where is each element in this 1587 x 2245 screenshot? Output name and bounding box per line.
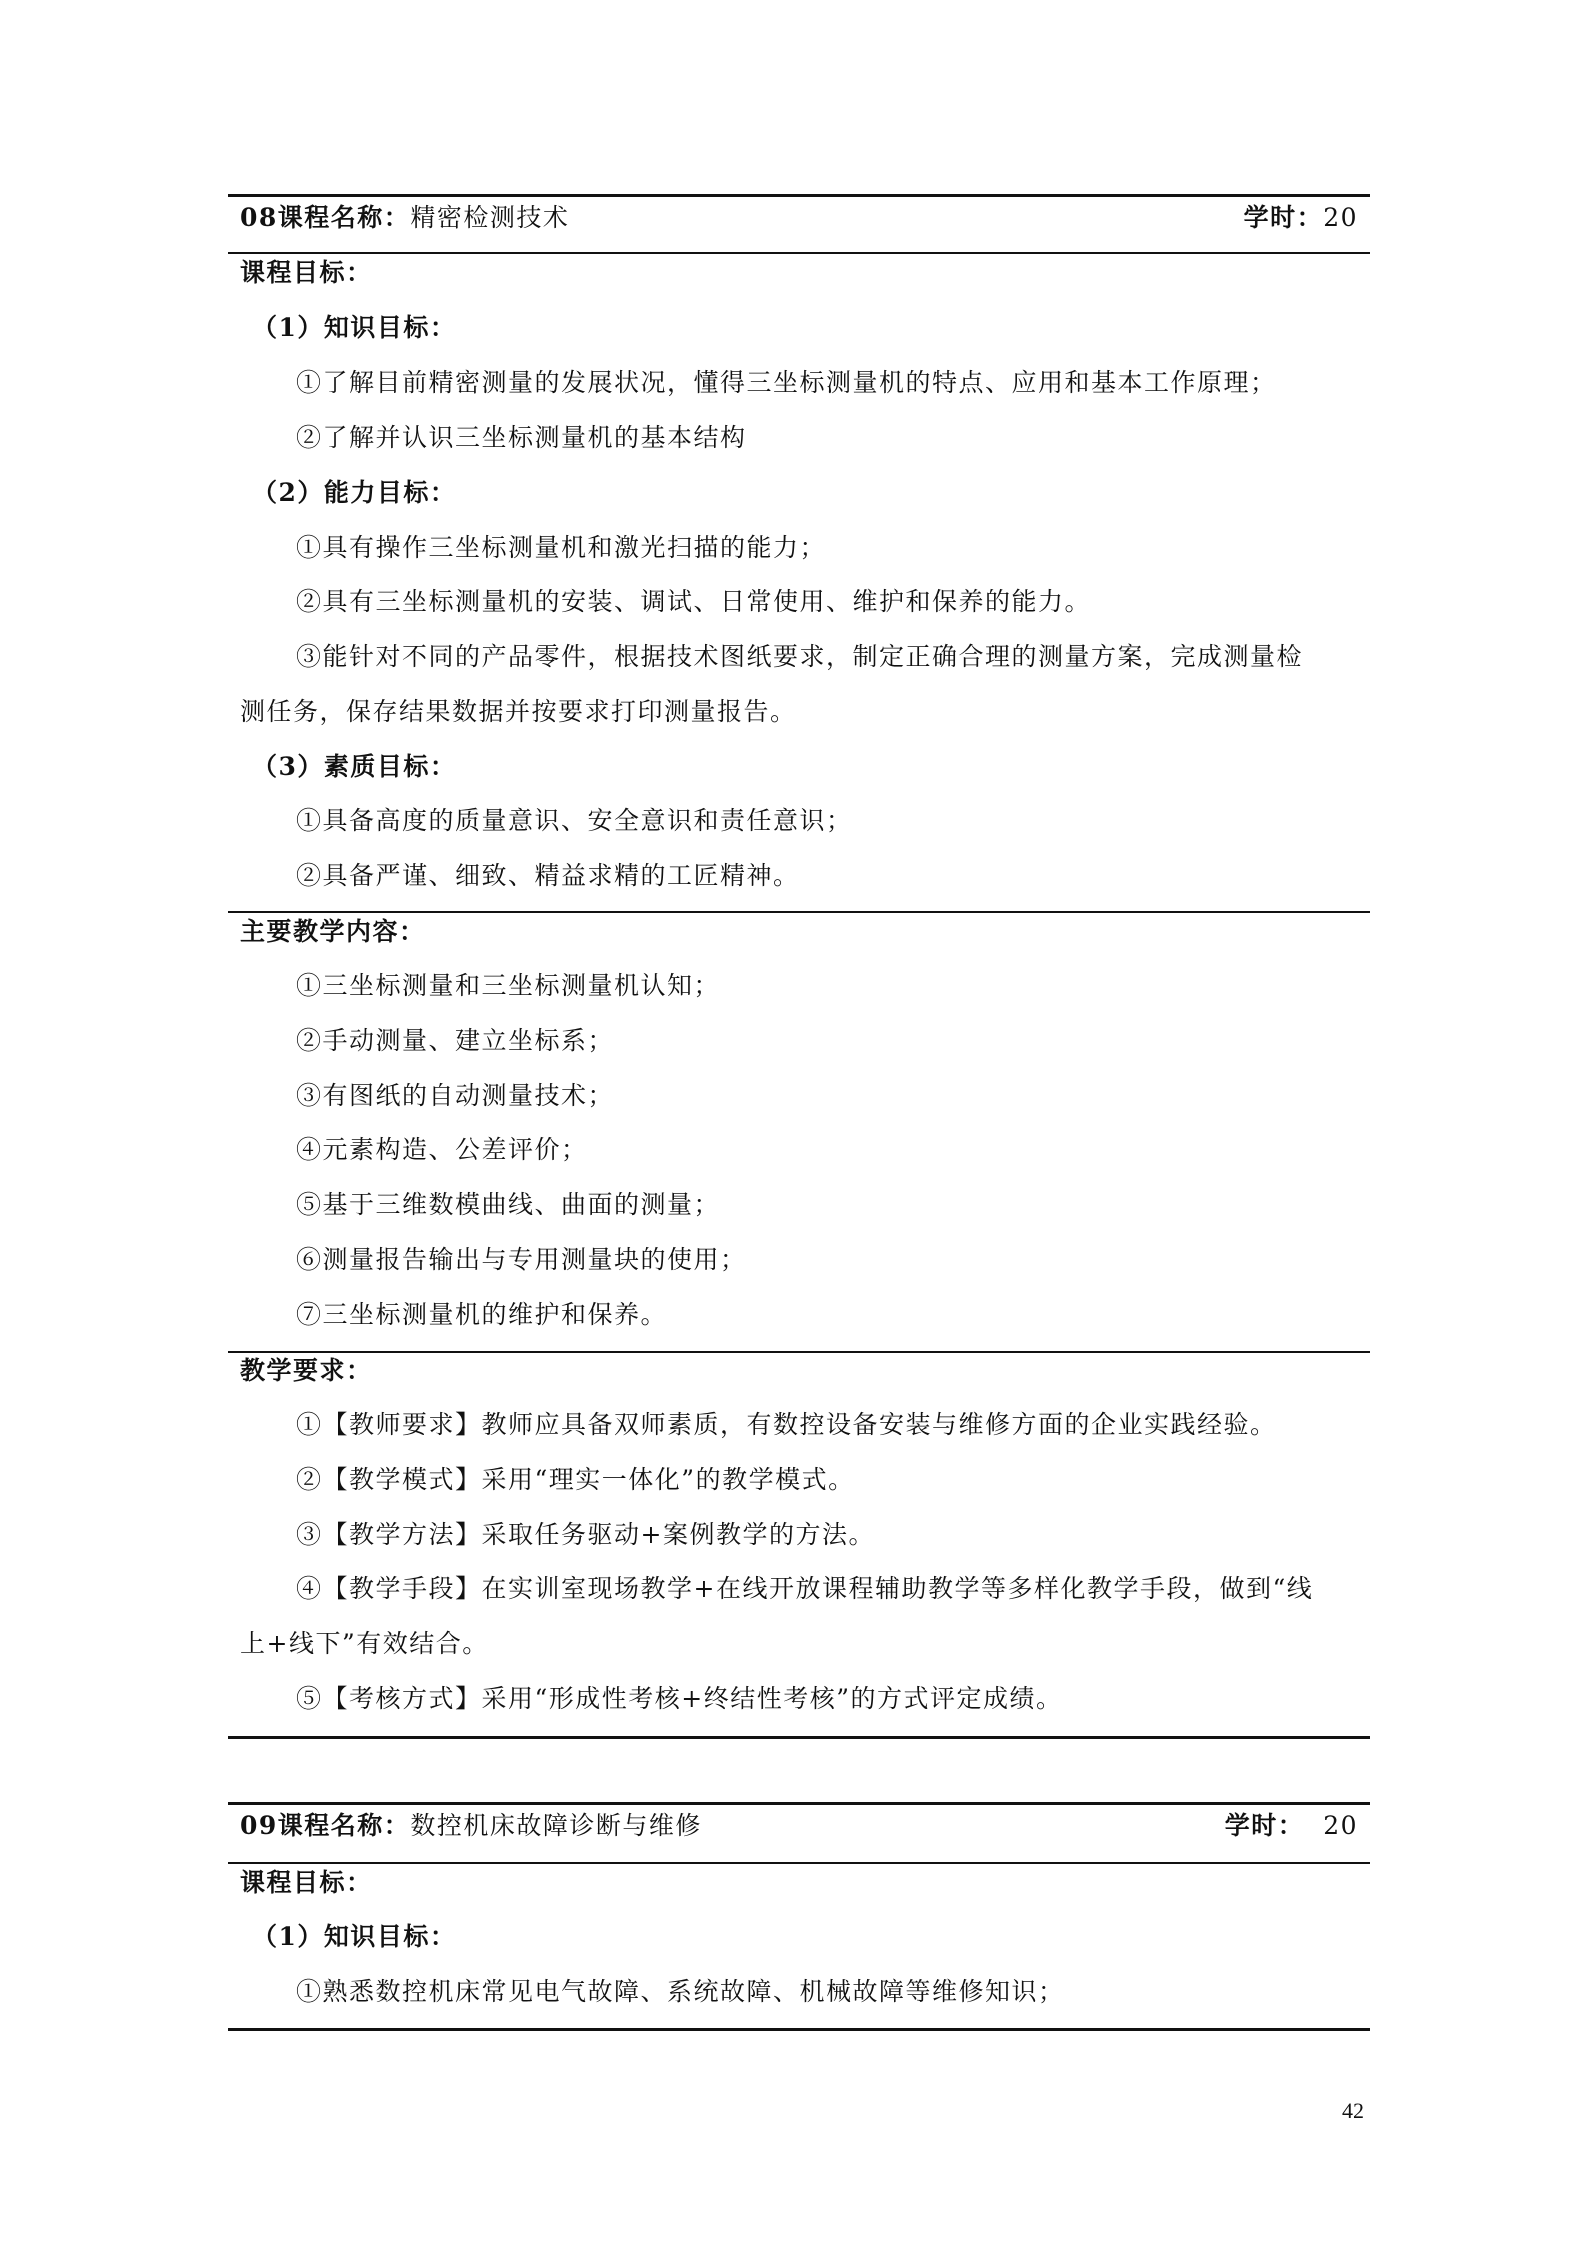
- content-heading: 主要教学内容：: [240, 917, 426, 946]
- knowledge-item: ②了解并认识三坐标测量机的基本结构: [296, 423, 747, 452]
- top-rule: [228, 194, 1370, 197]
- knowledge-item: ①了解目前精密测量的发展状况，懂得三坐标测量机的特点、应用和基本工作原理；: [296, 368, 1277, 397]
- course-header: [240, 1809, 702, 1843]
- requirement-item: ①【教师要求】教师应具备双师素质，有数控设备安装与维修方面的企业实践经验。: [296, 1410, 1277, 1439]
- knowledge-item: ①熟悉数控机床常见电气故障、系统故障、机械故障等维修知识；: [296, 1977, 1065, 2006]
- knowledge-heading: （1）知识目标：: [252, 313, 457, 342]
- requirement-item-continued: 上+线下”有效结合。: [240, 1629, 489, 1658]
- hours-label: 学时：: [1224, 1811, 1305, 1840]
- top-rule: [228, 1802, 1370, 1805]
- requirement-item: ②【教学模式】采用“理实一体化”的教学模式。: [296, 1465, 855, 1494]
- ability-heading: （2）能力目标：: [252, 478, 457, 507]
- requirement-item: ④【教学手段】在实训室现场教学+在线开放课程辅助教学等多样化教学手段，做到“线: [296, 1574, 1314, 1603]
- goals-heading: 课程目标：: [240, 1868, 373, 1897]
- quality-heading: （3）素质目标：: [252, 752, 457, 781]
- content-item: ③有图纸的自动测量技术；: [296, 1081, 615, 1110]
- ability-item: ③能针对不同的产品零件，根据技术图纸要求，制定正确合理的测量方案，完成测量检: [296, 642, 1304, 671]
- course-code: 09: [240, 1811, 278, 1840]
- bottom-rule: [228, 1736, 1370, 1739]
- header-rule: [228, 1862, 1370, 1864]
- quality-item: ②具备严谨、细致、精益求精的工匠精神。: [296, 861, 800, 890]
- course-name-label: 课程名称：: [277, 1811, 411, 1840]
- page-number: 42: [1342, 2098, 1364, 2123]
- course-header: [240, 201, 569, 235]
- requirements-heading: 教学要求：: [240, 1356, 373, 1385]
- header-rule: [228, 252, 1370, 254]
- course-hours: [1225, 1809, 1358, 1843]
- bottom-rule: [228, 2028, 1370, 2031]
- ability-item: ②具有三坐标测量机的安装、调试、日常使用、维护和保养的能力。: [296, 587, 1092, 616]
- content-item: ⑥测量报告输出与专用测量块的使用；: [296, 1245, 747, 1274]
- requirement-item: ③【教学方法】采取任务驱动+案例教学的方法。: [296, 1520, 875, 1549]
- content-item: ⑦三坐标测量机的维护和保养。: [296, 1300, 668, 1329]
- knowledge-heading: （1）知识目标：: [252, 1922, 457, 1951]
- section-rule: [228, 911, 1370, 913]
- content-item: ①三坐标测量和三坐标测量机认知；: [296, 971, 721, 1000]
- content-item: ⑤基于三维数模曲线、曲面的测量；: [296, 1190, 721, 1219]
- section-rule: [228, 1351, 1370, 1353]
- ability-item: ①具有操作三坐标测量机和激光扫描的能力；: [296, 533, 827, 562]
- requirement-item: ⑤【考核方式】采用“形成性考核+终结性考核”的方式评定成绩。: [296, 1684, 1063, 1713]
- quality-item: ①具备高度的质量意识、安全意识和责任意识；: [296, 806, 853, 835]
- content-item: ④元素构造、公差评价；: [296, 1135, 588, 1164]
- course-name-label: 课程名称：: [277, 203, 411, 232]
- hours-label: 学时：: [1243, 203, 1324, 232]
- ability-item-continued: 测任务，保存结果数据并按要求打印测量报告。: [240, 697, 797, 726]
- content-item: ②手动测量、建立坐标系；: [296, 1026, 615, 1055]
- course-hours: [1244, 201, 1358, 235]
- course-name: 数控机床故障诊断与维修: [410, 1811, 702, 1840]
- goals-heading: 课程目标：: [240, 258, 373, 287]
- hours-value: 20: [1323, 1811, 1358, 1840]
- hours-value: 20: [1323, 203, 1358, 232]
- course-code: 08: [240, 203, 278, 232]
- course-name: 精密检测技术: [410, 203, 570, 232]
